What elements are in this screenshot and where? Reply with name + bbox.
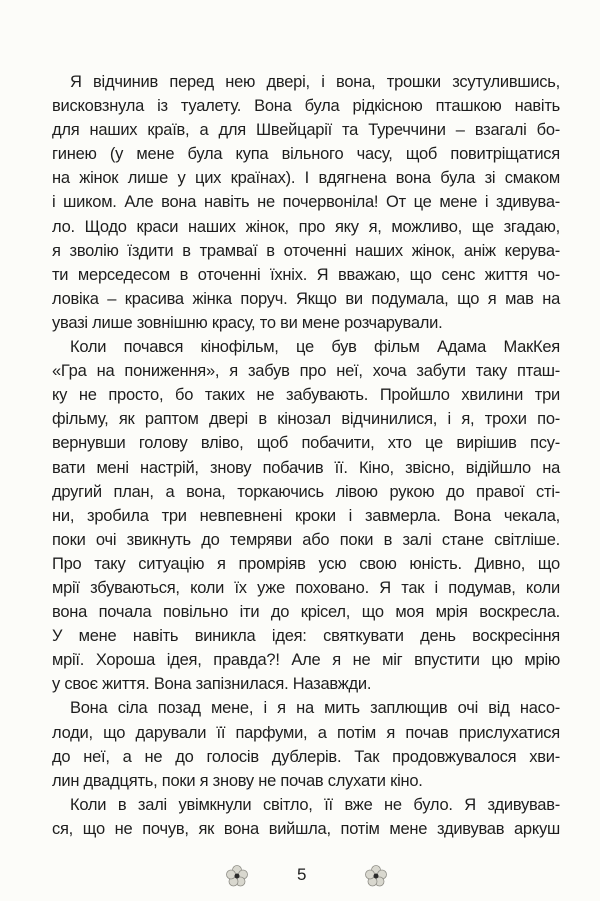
text-line	[52, 263, 560, 287]
text-line-content: лин двадцять, поки я знову не почав слухати кіно.	[52, 771, 423, 790]
text-line	[52, 672, 560, 696]
text-line-content: Я відчинив перед нею двері, і вона, трошки зсутулившись,	[70, 73, 560, 91]
text-line	[52, 118, 560, 142]
text-line-content: ловіка – красива жінка поруч. Якщо ви подумала, що я мав на	[52, 289, 560, 308]
text-line	[52, 793, 560, 817]
body-text	[52, 0, 560, 841]
page-number: 5	[297, 865, 307, 884]
text-line-content: Вона сіла позад мене, і я на мить заплющив очі від насо-	[70, 699, 560, 718]
text-line-content: ку не просто, бо таких не забувають. Пройшло хвилини три	[52, 386, 560, 405]
text-line-content: і шиком. Але вона навіть не почервоніла! От це мене і здивува-	[52, 193, 560, 212]
text-line-content: у своє життя. Вона запізнилася. Назавжди.	[52, 675, 372, 694]
page-footer	[0, 861, 600, 901]
text-line	[52, 239, 560, 263]
text-line-content: вати мені настрій, знову побачив її. Кіно, звісно, відійшло на	[52, 458, 560, 477]
text-line	[52, 311, 560, 335]
flower-ornament-icon	[365, 865, 387, 887]
text-line	[52, 359, 560, 383]
text-line-content: ни, зробила три невпевнені кроки і завмерла. Вона чекала,	[52, 506, 560, 525]
flower-ornament-icon	[226, 865, 248, 887]
text-line	[52, 600, 560, 624]
text-line	[52, 648, 560, 672]
text-line	[52, 696, 560, 720]
text-line-content: висковзнула із туалету. Вона була рідкісною пташкою навіть	[52, 97, 560, 116]
text-line-content: вернувши голову вліво, щоб побачити, хто це вирішив псу-	[52, 434, 560, 453]
text-line-content: ся, що не почув, як вона вийшла, потім мене здивував аркуш	[52, 819, 560, 838]
text-line-content: У мене навіть виникла ідея: святкувати день воскресіння	[52, 627, 560, 646]
text-line	[52, 504, 560, 528]
text-line-content: другий план, а вона, торкаючись лівою рукою до правої сті-	[52, 482, 560, 501]
text-line	[52, 552, 560, 576]
text-line-content: Про таку ситуацію я промріяв усю свою юність. Дивно, що	[52, 554, 560, 573]
text-line-content: для наших країв, а для Швейцарії та Туреччини – взагалі бо-	[52, 121, 560, 140]
text-line	[52, 215, 560, 239]
text-line	[52, 335, 560, 359]
text-line-content: до неї, а не до голосів дублерів. Так продовжувалося хви-	[52, 747, 560, 766]
text-line	[52, 456, 560, 480]
text-line	[52, 528, 560, 552]
text-line	[52, 166, 560, 190]
text-line	[52, 769, 560, 793]
text-line-content: фільму, як раптом двері в кінозал відчинилися, і я, трохи по-	[52, 410, 560, 429]
text-line	[52, 142, 560, 166]
text-line-content: вона почала повільно іти до крісел, що моя мрія воскресла.	[52, 603, 560, 622]
text-line-content: мрії збуваються, коли їх уже поховано. Я так і подумав, коли	[52, 578, 560, 597]
text-line	[52, 817, 560, 841]
text-line-content: гинею (у мене була купа вільного часу, щоб повитріщатися	[52, 145, 560, 164]
text-line	[52, 190, 560, 214]
text-line-content: Коли почався кінофільм, це був фільм Адама МакКея	[70, 338, 560, 357]
text-line	[52, 745, 560, 769]
text-line-content: «Гра на пониження», я забув про неї, хоча забути таку пташ-	[52, 362, 560, 381]
text-line	[52, 624, 560, 648]
text-line	[52, 407, 560, 431]
text-line	[52, 480, 560, 504]
text-line	[52, 94, 560, 118]
text-line	[52, 383, 560, 407]
text-line-content: ло. Щодо краси наших жінок, про яку я, можливо, ще згадаю,	[52, 217, 560, 236]
text-line-content: лоди, що дарували її парфуми, а потім я почав прислухатися	[52, 723, 560, 742]
text-line	[52, 287, 560, 311]
text-line-content: на жінок лише у цих країнах). І вдягнена вона була зі смаком	[52, 169, 560, 188]
text-line	[52, 70, 560, 94]
text-line-content: мрії. Хороша ідея, правда?! Але я не міг впустити цю мрію	[52, 651, 560, 670]
text-line-content: Коли в залі увімкнули світло, її вже не було. Я здивував-	[70, 795, 560, 814]
text-line	[52, 431, 560, 455]
text-line	[52, 576, 560, 600]
text-line-content: ти мерседесом в оточенні їхніх. Я вважаю, що сенс життя чо-	[52, 265, 560, 284]
text-line-content: увазі лише зовнішню красу, то ви мене розчарували.	[52, 313, 443, 332]
text-line	[52, 721, 560, 745]
text-line-content: поки очі звикнуть до темряви або поки в залі стане світліше.	[52, 530, 560, 549]
text-line-content: я зволію їздити в трамваї в оточенні наших жінок, аніж керува-	[52, 241, 560, 260]
